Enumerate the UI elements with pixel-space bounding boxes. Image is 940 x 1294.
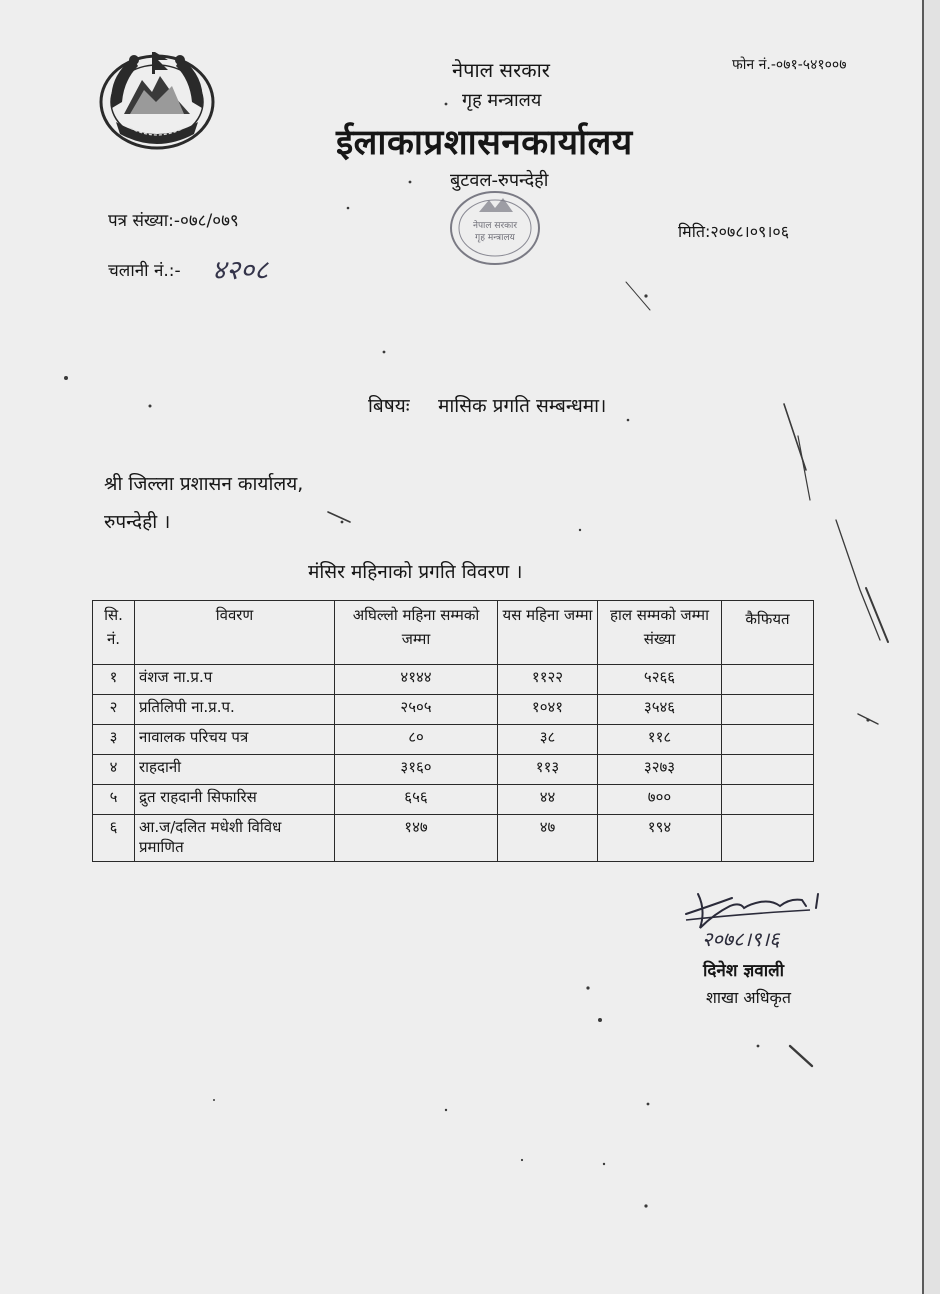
- cell-cumulative-total: ११८: [598, 725, 722, 755]
- dispatch-number-handwritten: ४२०८: [212, 255, 269, 286]
- scan-right-edge: [922, 0, 940, 1294]
- cell-this-month: ४४: [498, 785, 598, 815]
- stamp-line-2: गृह मन्त्रालय: [475, 233, 515, 243]
- table-row: [93, 665, 814, 695]
- table-row: [93, 695, 814, 725]
- cell-previous-total: ३१६०: [335, 755, 498, 785]
- header-description: विवरण: [135, 601, 335, 665]
- cell-description: राहदानी: [135, 755, 335, 785]
- addressee-line-1: श्री जिल्ला प्रशासन कार्यालय,: [104, 473, 304, 495]
- cell-cumulative-total: ५२६६: [598, 665, 722, 695]
- cell-serial-no: ६: [93, 815, 135, 862]
- cell-serial-no: ३: [93, 725, 135, 755]
- cell-remarks: [722, 785, 814, 815]
- table-row: [93, 725, 814, 755]
- government-name: नेपाल सरकार: [452, 58, 550, 82]
- signer-title: शाखा अधिकृत: [706, 988, 791, 1007]
- letter-number: पत्र संख्या:-०७८/०७९: [108, 211, 239, 231]
- cell-serial-no: २: [93, 695, 135, 725]
- cell-this-month: ४७: [498, 815, 598, 862]
- cell-this-month: ३८: [498, 725, 598, 755]
- cell-previous-total: ४१४४: [335, 665, 498, 695]
- header-remarks: कैफियत: [722, 601, 814, 665]
- header-previous-total: अघिल्लो महिना सम्मको जम्मा: [335, 601, 498, 665]
- cell-previous-total: ८०: [335, 725, 498, 755]
- cell-serial-no: १: [93, 665, 135, 695]
- office-seal-stamp-icon: [443, 182, 551, 268]
- handwritten-signature-icon: [680, 884, 850, 964]
- cell-description: प्रतिलिपी ना.प्र.प.: [135, 695, 335, 725]
- cell-remarks: [722, 665, 814, 695]
- table-row: [93, 785, 814, 815]
- cell-serial-no: ५: [93, 785, 135, 815]
- cell-remarks: [722, 815, 814, 862]
- header-this-month: यस महिना जम्मा: [498, 601, 598, 665]
- addressee-line-2: रुपन्देही ।: [104, 511, 171, 533]
- cell-cumulative-total: ७००: [598, 785, 722, 815]
- cell-description: नावालक परिचय पत्र: [135, 725, 335, 755]
- table-row: [93, 815, 814, 862]
- cell-this-month: ११३: [498, 755, 598, 785]
- cell-cumulative-total: ३२७३: [598, 755, 722, 785]
- cell-description: आ.ज/दलित मधेशी विविध प्रमाणित: [135, 815, 335, 862]
- cell-cumulative-total: १९४: [598, 815, 722, 862]
- cell-description: वंशज ना.प्र.प: [135, 665, 335, 695]
- stamp-line-1: नेपाल सरकार: [472, 221, 518, 231]
- dispatch-label: चलानी नं.:-: [108, 261, 181, 281]
- cell-remarks: [722, 755, 814, 785]
- letter-date: मिति:२०७८।०९।०६: [678, 222, 790, 241]
- office-location: बुटवल-रुपन्देही: [450, 170, 549, 191]
- cell-previous-total: ६५६: [335, 785, 498, 815]
- phone-number: फोन नं.-०७१-५४१००७: [732, 57, 847, 73]
- subject-text: मासिक प्रगति सम्बन्धमा।: [438, 395, 607, 417]
- cell-this-month: ११२२: [498, 665, 598, 695]
- progress-table: [92, 600, 814, 862]
- subject-label: बिषयः: [368, 395, 410, 417]
- cell-previous-total: १४७: [335, 815, 498, 862]
- header-cumulative-total: हाल सम्मको जम्मा संख्या: [598, 601, 722, 665]
- table-title: मंसिर महिनाको प्रगति विवरण ।: [308, 561, 523, 583]
- ministry-name: गृह मन्त्रालय: [462, 90, 542, 111]
- cell-remarks: [722, 695, 814, 725]
- cell-remarks: [722, 725, 814, 755]
- cell-description: द्रुत राहदानी सिफारिस: [135, 785, 335, 815]
- cell-this-month: १०४१: [498, 695, 598, 725]
- table-row: [93, 755, 814, 785]
- table-header-row: [93, 601, 814, 665]
- office-name: ईलाकाप्रशासनकार्यालय: [336, 123, 633, 163]
- signature-date-handwritten: २०७८।९।६: [702, 927, 780, 951]
- header-serial-no: सि. नं.: [93, 601, 135, 665]
- signer-name: दिनेश ज्ञवाली: [703, 961, 785, 981]
- nepal-emblem-icon: [94, 42, 220, 154]
- cell-serial-no: ४: [93, 755, 135, 785]
- cell-cumulative-total: ३५४६: [598, 695, 722, 725]
- cell-previous-total: २५०५: [335, 695, 498, 725]
